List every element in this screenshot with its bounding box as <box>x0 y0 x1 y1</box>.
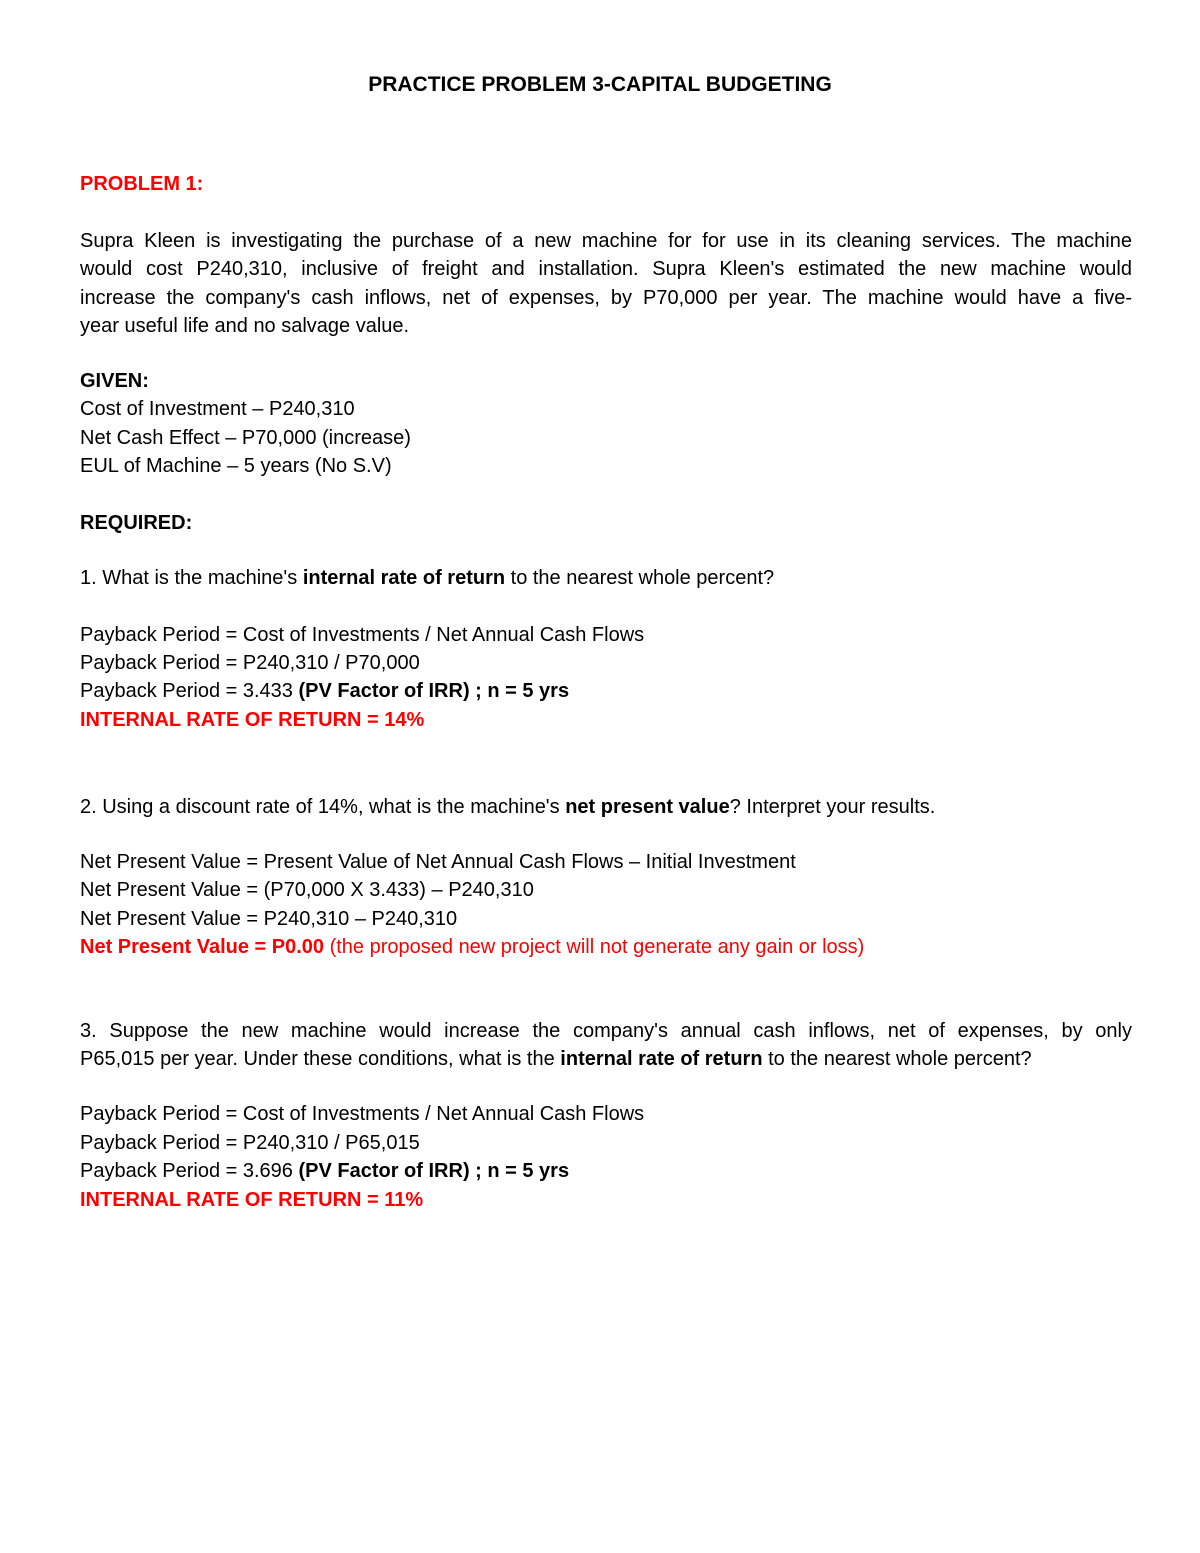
question-2-post: ? Interpret your results. <box>729 796 936 818</box>
problem-label: PROBLEM 1: <box>80 173 204 195</box>
question-3-line-1: 3. Suppose the new machine would increase the company's annual cash inflows, net of expenses, by only <box>80 1020 1132 1042</box>
q3-formula-line-2: Payback Period = P240,310 / P65,015 <box>80 1132 420 1154</box>
question-3-post: to the nearest whole percent? <box>762 1048 1032 1070</box>
page-title: PRACTICE PROBLEM 3-CAPITAL BUDGETING <box>368 73 832 96</box>
question-1-pre: 1. What is the machine's <box>80 567 303 589</box>
q3-formula-line-1: Payback Period = Cost of Investments / Net Annual Cash Flows <box>80 1103 645 1125</box>
q1-formula-line-3-bold: (PV Factor of IRR) ; n = 5 yrs <box>298 680 570 702</box>
question-3-emphasis: internal rate of return <box>560 1048 763 1070</box>
q1-formula-line-3-plain: Payback Period = 3.433 <box>80 680 299 702</box>
given-heading: GIVEN: <box>80 370 149 392</box>
q2-answer <box>80 935 864 959</box>
question-1-post: to the nearest whole percent? <box>505 567 775 589</box>
q2-answer-note: (the proposed new project will not generate any gain or loss) <box>324 936 865 958</box>
q3-formula-line-3 <box>80 1159 569 1183</box>
intro-line-2: would cost P240,310, inclusive of freight and installation. Supra Kleen's estimated the new machine would <box>80 258 1132 280</box>
q3-formula-line-3-plain: Payback Period = 3.696 <box>80 1160 299 1182</box>
given-cash-effect: Net Cash Effect – P70,000 (increase) <box>80 427 411 449</box>
question-1 <box>80 566 774 590</box>
q1-formula-line-2: Payback Period = P240,310 / P70,000 <box>80 652 420 674</box>
question-2 <box>80 795 935 819</box>
question-2-pre: 2. Using a discount rate of 14%, what is the machine's <box>80 796 566 818</box>
q3-answer: INTERNAL RATE OF RETURN = 11% <box>80 1189 424 1211</box>
q1-formula-line-1: Payback Period = Cost of Investments / Net Annual Cash Flows <box>80 624 645 646</box>
question-3-pre: P65,015 per year. Under these conditions, what is the <box>80 1048 561 1070</box>
question-2-emphasis: net present value <box>565 796 730 818</box>
intro-line-3: increase the company's cash inflows, net of expenses, by P70,000 per year. The machine would have a five- <box>80 287 1132 309</box>
q3-formula-line-3-bold: (PV Factor of IRR) ; n = 5 yrs <box>298 1160 570 1182</box>
q2-formula-line-3: Net Present Value = P240,310 – P240,310 <box>80 908 458 930</box>
required-heading: REQUIRED: <box>80 512 193 534</box>
intro-line-4: year useful life and no salvage value. <box>80 315 410 337</box>
given-eul: EUL of Machine – 5 years (No S.V) <box>80 455 392 477</box>
intro-line-1: Supra Kleen is investigating the purchase of a new machine for for use in its cleaning services. The machine <box>80 230 1132 252</box>
q1-answer: INTERNAL RATE OF RETURN = 14% <box>80 709 425 731</box>
question-3-line-2 <box>80 1047 1032 1071</box>
q2-formula-line-2: Net Present Value = (P70,000 X 3.433) – P240,310 <box>80 879 534 901</box>
given-cost: Cost of Investment – P240,310 <box>80 398 355 420</box>
q2-formula-line-1: Net Present Value = Present Value of Net Annual Cash Flows – Initial Investment <box>80 851 796 873</box>
q1-formula-line-3 <box>80 679 569 703</box>
question-1-emphasis: internal rate of return <box>302 567 506 589</box>
q2-answer-value: Net Present Value = P0.00 <box>80 936 325 958</box>
